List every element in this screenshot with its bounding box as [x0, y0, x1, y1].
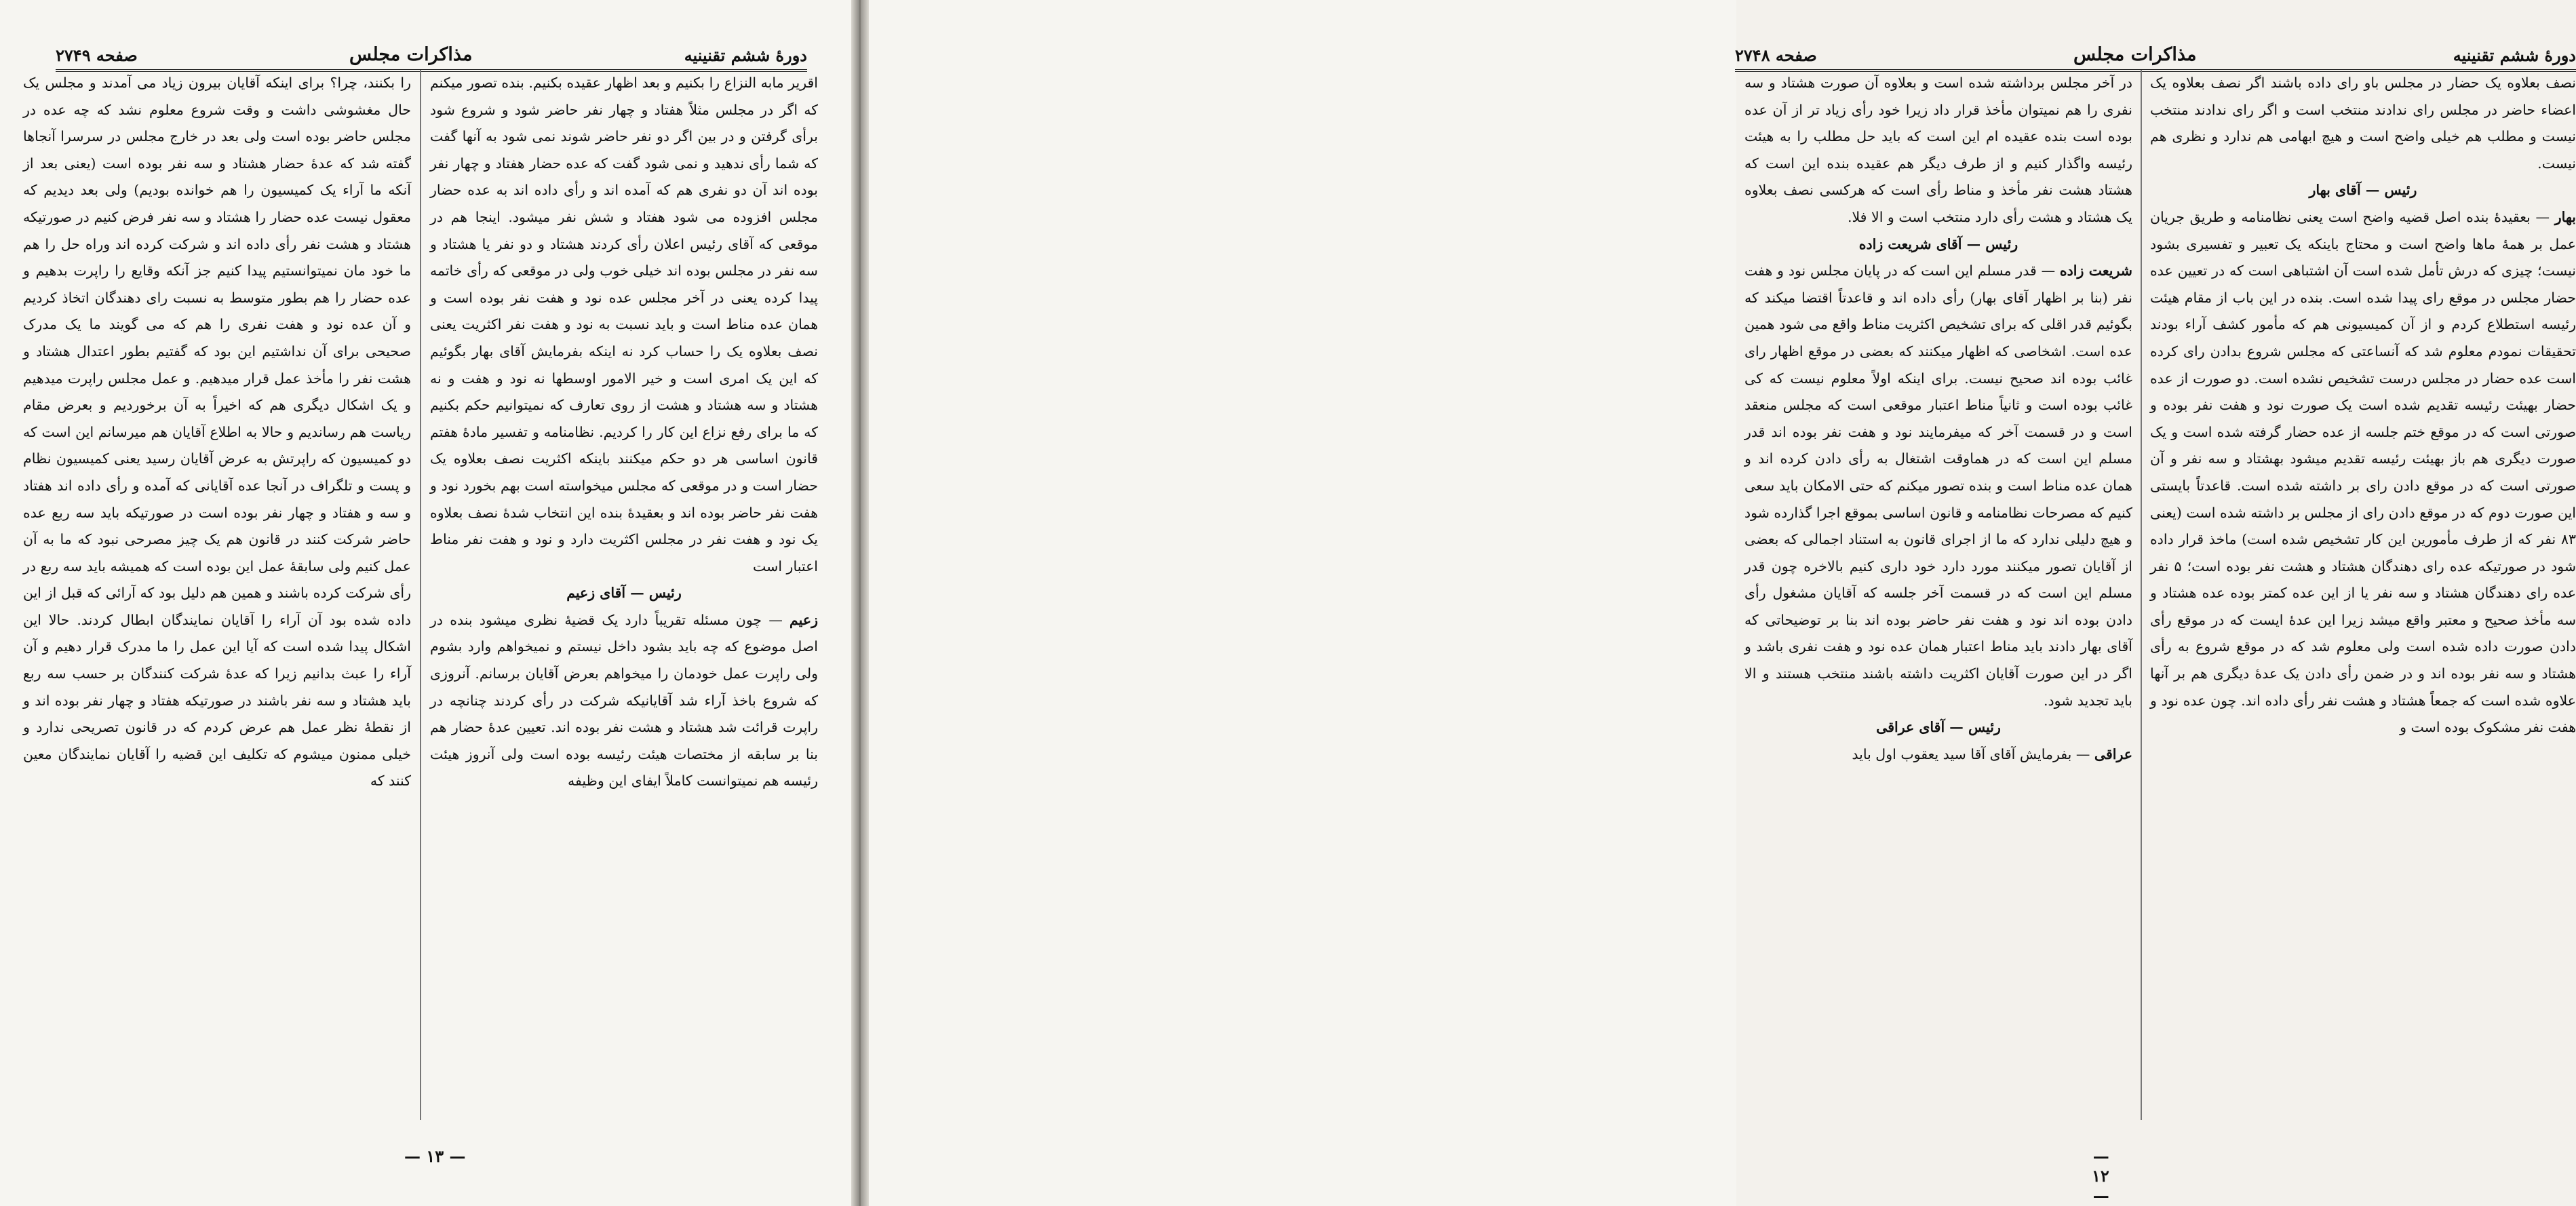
right-page: [860, 0, 2576, 1206]
paragraph-text: — بعقیدهٔ بنده اصل قضیه واضح است یعنی نظامنامه و طریق جریان عمل بر همهٔ ماها واضح است و محتاج باینکه یک تعبیر و تفسیری بشود نیست؛ چیزی که درش تأمل شده است آن اشتباهی است که در تعیین عده حضار مجلس در موقع رای پیدا شده است. بنده در این باب از مقام هیئت رئیسه استطلاع کردم و از آن کمیسیونی هم که مأمور کشف آراء بودند تحقیقات نمودم معلوم شد که آنساعتی که مجلس شروع بدادن رای کرده است عده حضار در مجلس درست تشخیص نشده است. دو صورت از عده حضار بهیئت رئیسه تقدیم شده است یک صورت نود و هفت نفر بوده و صورتی است که در موقع ختم جلسه از عده حضار گرفته شده است و یک صورت دیگری هم باز بهیئت رئیسه تقدیم میشود بهشتاد و سه نفر و آن صورتی است که در موقع دادن رای بر داشته شده است. قاعدتاً بایستی این صورت دوم که در موقع دادن رای از مجلس بر داشته شده است (یعنی ۸۳ نفر که از طرف مأمورین این کار تشخیص شده است) ماخذ قرار داده شود در صورتیکه عده رای دهندگان هشتاد و هشت نفر بوده است؛ ۵ نفر عده رای دهندگان هشتاد و سه نفر یا از این عده کمتر بوده عده هشتاد و سه مأخذ صحیح و معتبر واقع میشد زیرا این عدهٔ ایست که در موقع رأی دادن صورت داده شده است ولی معلوم شد که در موقع شروع به رأی هشتاد و سه نفر بوده اند و در ضمن رأی دادن یک عدهٔ دیگری هم بر آنها علاوه شده است که جمعاً هشتاد و هشت نفر رأی داده اند. چون عده نود و هفت نفر مشکوک بوده است و: [2150, 208, 2576, 736]
right-page-header: [1735, 30, 2576, 72]
session-label: دورهٔ ششم تقنینیه: [2453, 45, 2576, 65]
left-page-column-right: [430, 70, 818, 1131]
paragraph: [1744, 741, 2132, 769]
paragraph: [2150, 204, 2576, 741]
left-page-header: [56, 30, 807, 72]
page-label: صفحه ۲۷۴۸: [1735, 45, 1817, 65]
paragraph-text: — قدر مسلم این است که در پایان مجلس نود و هفت نفر (بنا بر اظهار آقای بهار) رأی داده اند و قاعدتاً اقتضا میکند که بگوئیم قدر اقلی که برای تشخیص اکثریت مناط واقع می شود همین عده است. اشخاصی که اظهار میکنند که بعضی در موقع اظهار رای غائب بوده اند صحیح نیست. برای اینکه اولاً معلوم نیست که کی غائب بوده است و ثانیاً مناط اعتبار موقعی است که مجلس منعقد است و در قسمت آخر که میفرمایند نود و هفت نفر بوده اند قدر مسلم این است که در هماوقت اشتغال به رأی دادن کرده اند و همان عده مناط است و بنده تصور میکنم که حتی الامکان باید سعی کنیم که مصرحات نظامنامه و قانون اساسی بموقع اجرا گذارده شود و هیچ دلیلی ندارد که ما از اجرای قانون به استناد اجمالی که بعضی از آقایان تصور میکنند مورد دارد خود داری کنیم بالاخره چون قدر مسلم این است که در قسمت آخر جلسه که آقایان مشغول رأی دادن بوده اند نود و هفت نفر حاضر بوده اند بنا بر توضیحاتی که آقای بهار دادند باید مناط اعتبار همان عده نود و هفت نفری باشد و اگر در این صورت آقایان اکثریت داشته باشند منتخب هستند و الا باید تجدید شود.: [1744, 262, 2132, 709]
speaker-heading: رئیس — آقای بهار: [2309, 182, 2417, 199]
left-page-column-left: [23, 70, 411, 1131]
column-divider: [2141, 70, 2142, 1120]
paragraph-text: در آخر مجلس برداشته شده است و بعلاوه آن صورت هشتاد و سه نفری را هم نمیتوان مأخذ قرار داد زیرا خود رأی زیاد تر از آن عده بوده است بنده عقیده ام این است که باید حل مطلب را به هیئت رئیسه واگذار کنیم و از طرف دیگر هم عقیده بنده این است که هشتاد هشت نفر مأخذ و مناط رأی است که هرکسی نصف بعلاوه یک هشتاد و هشت رأی دارد منتخب است و الا فلا.: [1744, 75, 2132, 225]
page-number: — ۱۲ —: [2092, 1146, 2109, 1205]
page-label: صفحه ۲۷۴۹: [56, 45, 138, 65]
speaker-name: شریعت زاده: [2059, 262, 2132, 279]
session-label: دورهٔ ششم تقنینیه: [684, 45, 807, 65]
book-gutter: [851, 0, 869, 1206]
paragraph: [23, 70, 411, 795]
paragraph: [430, 607, 818, 795]
speaker-name: زعیم: [789, 611, 818, 628]
paragraph: [430, 70, 818, 580]
right-page-column-left: [1744, 70, 2132, 1131]
column-divider: [420, 70, 421, 1120]
paragraph: [1744, 70, 2132, 231]
right-page-column-right: [2150, 70, 2576, 1131]
paragraph-text: اقریر مابه النزاع را بکنیم و بعد اظهار عقیده بکنیم. بنده تصور میکنم که اگر در مجلس مثلاً هفتاد و چهار نفر حاضر شود و شروع شود برأی گرفتن و در بین اگر دو نفر حاضر شوند نمی شود به آنها گفت که شما رأی ندهید و نمی شود گفت که عده حضار هفتاد و چهار نفر بوده اند آن دو نفری هم که آمده اند و رأی داده اند به عده حضار مجلس افزوده می شود هفتاد و شش نفر میشود. اینجا هم در موقعی که آقای رئیس اعلان رأی کردند هشتاد و دو نفر یا هشتاد و سه نفر در مجلس بوده اند خیلی خوب ولی در موقعی که رأی خاتمه پیدا کرده یعنی در آخر مجلس عده نود و هفت نفر بوده است و همان عده مناط است و باید نسبت به نود و هفت نفر اکثریت یعنی نصف بعلاوه یک را حساب کرد نه اینکه بفرمایش آقای بهار بگوئیم که این یک امری است و خیر الامور اوسطها نه نود و هفت و نه هشتاد و سه هشتاد و هشت از روی تعارف که نمیتوانیم حکم بکنیم که ما برای رفع نزاع این کار را کردیم. نظامنامه و تفسیر مادهٔ هفتم قانون اساسی هر دو حکم میکنند باینکه اکثریت نصف بعلاوه یک حضار است و در موقعی که مجلس میخواسته است بهم بخورد نود و هفت نفر حاضر بوده اند و بعقیدهٔ بنده این انتخاب شدهٔ نصف بعلاوه یک نود و هفت نفر در مجلس اکثریت دارد و نود و هفت نفر مناط اعتبار است: [430, 75, 819, 575]
speaker-name: بهار: [2554, 208, 2576, 225]
paragraph-text: — چون مسئله تقریباً دارد یک قضیهٔ نظری میشود بنده در اصل موضوع که چه باید بشود داخل نیستم و نمیخواهم وارد بشوم ولی راپرت عمل خودمان را میخواهم بعرض آقایان برسانم. آنروزی که شروع باخذ آراء شد آقایانیکه شرکت در رأی کردند چنانچه در راپرت قرائت شد هشتاد و هشت نفر بوده اند. تعیین عدهٔ حضار هم بنا بر سابقه از مختصات هیئت رئیسه بوده است ولی آنروز هیئت رئیسه هم نمیتوانست کاملاً ایفای این وظیفه: [430, 611, 818, 790]
paragraph: [2150, 70, 2576, 177]
paragraph-text: را بکنند، چرا؟ برای اینکه آقایان بیرون زیاد می آمدند و مجلس یک حال مغشوشی داشت و وقت شروع معلوم نشد که چه عده در مجلس حاضر بوده است ولی بعد در خارج مجلس در سرسرا آنجاها گفته شد که عدهٔ حضار هشتاد و سه نفر بوده است (یعنی بعد از آنکه ما آراء یک کمیسیون را هم خوانده بودیم) ولی بعد دیدیم که معقول نیست عده حضار را هشتاد و سه نفر فرض کنیم در صورتیکه هشتاد و هشت نفر رأی داده اند و شرکت کرده اند وراه حل را هم ما خود مان نمیتوانستیم پیدا کنیم جز آنکه وقایع را راپرت بدهیم و عده حضار را هم بطور متوسط به نسبت رای دهندگان اتخاذ کردیم و آن عده نود و هفت نفری را هم که می گویند ما یک مدرک صحیحی برای آن نداشتیم این بود که گفتیم بطور اعتدال هشتاد و هشت نفر را مأخذ عمل قرار میدهیم. و عمل مجلس راپرت میدهیم و یک اشکال دیگری هم که اخیراً به آن برخوردیم و بعرض مقام ریاست هم رساندیم و حالا به اطلاع آقایان هم میرسانم این است که دو کمیسیون که راپرتش به عرض آقایان رسید یعنی کمیسیون نظام و پست و تلگراف در آنجا عده آقایانی که آمده و رأی داده اند هفتاد و سه و هفتاد و چهار نفر بوده است در صورتیکه باید سه ربع عده حاضر شرکت کنند در قانون هم یک چیز مصرحی نبود که ما به آن عمل کنیم ولی سابقهٔ عمل این بوده است که همیشه باید سه ربع در رأی شرکت کرده باشند و همین هم دلیل بود که آرائی که قبل از این داده شده بود آن آراء را آقایان نمایندگان ابطال کردند. حالا این اشکال پیدا شده است که آیا این عمل را ما مدرک قرار دهیم و آن آراء را عبث بدانیم زیرا که عدهٔ شرکت کنندگان بر حسب سه ربع باید هشتاد و سه نفر باشند در صورتیکه هفتاد و چهار نفر بوده اند و از نقطهٔ نظر عمل هم عرض کردم که در قانون تصریحی ندارد و خیلی ممنون میشوم که تکلیف این قضیه را آقایان نمایندگان معین کنند که: [23, 75, 411, 790]
paragraph-text: نصف بعلاوه یک حضار در مجلس باو رای داده باشند اگر نصف بعلاوه یک اعضاء حاضر در مجلس رای ندادند منتخب است و اگر رای ندادند منتخب نیست و مطلب هم خیلی واضح است و هیچ ابهامی هم ندارد و نظری هم نیست.: [2150, 75, 2576, 172]
speaker-heading: رئیس — آقای زعیم: [566, 585, 682, 602]
speaker-name: عراقی: [2094, 745, 2132, 762]
paragraph: [1744, 258, 2132, 714]
speaker-heading: رئیس — آقای شریعت زاده: [1858, 235, 2018, 252]
page-title: مذاکرات مجلس: [2073, 44, 2197, 65]
page-title: مذاکرات مجلس: [349, 44, 473, 65]
page-number: — ۱۳ —: [404, 1146, 466, 1166]
speaker-heading: رئیس — آقای عراقی: [1876, 719, 2001, 736]
left-page: [0, 0, 860, 1206]
paragraph-text: — بفرمایش آقای آقا سید یعقوب اول باید: [1852, 745, 2094, 762]
